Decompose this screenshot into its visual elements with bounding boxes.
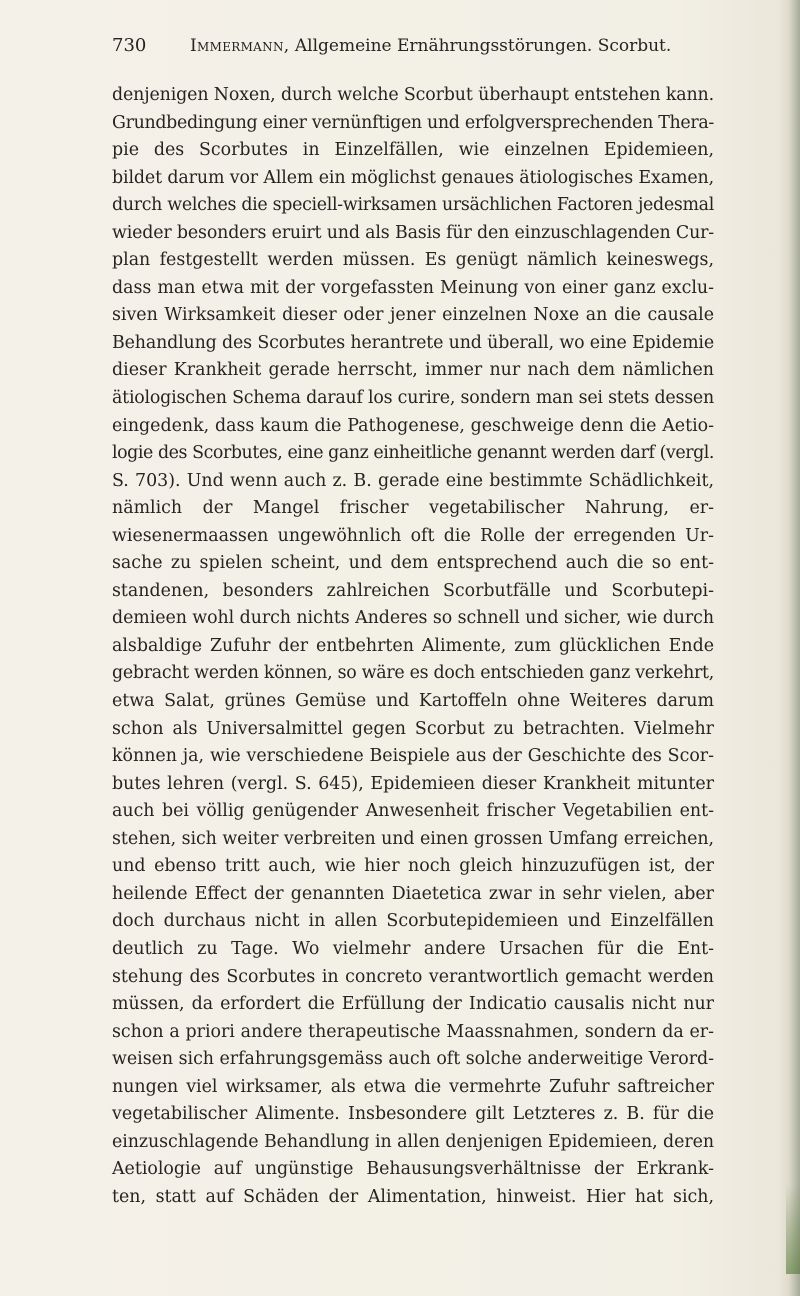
- page-number: 730: [112, 35, 147, 56]
- text-line: Behandlung des Scorbutes herantrete und überall, wo eine Epidemie: [112, 332, 714, 353]
- text-line: stehen, sich weiter verbreiten und einen grossen Umfang erreichen,: [112, 828, 715, 849]
- text-line: gebracht werden können, so wäre es doch entschieden ganz verkehrt,: [112, 663, 714, 684]
- text-line: vegetabilischer Alimente. Insbesondere gilt Letzteres z. B. für die: [112, 1104, 714, 1125]
- text-line: nämlich der Mangel frischer vegetabilischer Nahrung, er-: [112, 498, 714, 519]
- running-title: [190, 33, 671, 59]
- text-line: alsbaldige Zufuhr der entbehrten Alimente, zum glücklichen Ende: [112, 635, 714, 656]
- text-line: butes lehren (vergl. S. 645), Epidemieen dieser Krankheit mitunter: [112, 773, 714, 794]
- text-line: einzuschlagende Behandlung in allen denjenigen Epidemieen, deren: [112, 1131, 715, 1152]
- text-line: ätiologischen Schema darauf los curire, sondern man sei stets dessen: [112, 388, 714, 409]
- text-line: ten, statt auf Schäden der Alimentation, hinweist. Hier hat sich,: [112, 1186, 714, 1207]
- author-name: Immermann,: [190, 36, 290, 56]
- text-line: dieser Krankheit gerade herrscht, immer nur nach dem nämlichen: [112, 360, 714, 381]
- text-line: nungen viel wirksamer, als etwa die vermehrte Zufuhr saftreicher: [112, 1076, 714, 1097]
- text-line: logie des Scorbutes, eine ganz einheitliche genannt werden darf (vergl.: [112, 443, 715, 464]
- running-header: [112, 33, 712, 59]
- text-line: Grundbedingung einer vernünftigen und erfolgversprechenden Thera-: [112, 112, 714, 133]
- body-paragraph: [112, 82, 714, 1211]
- text-line: plan festgestellt werden müssen. Es genügt nämlich keineswegs,: [112, 250, 714, 271]
- text-line: wiesenermaassen ungewöhnlich oft die Rolle der erregenden Ur-: [112, 525, 714, 546]
- text-line: weisen sich erfahrungsgemäss auch oft solche anderweitige Verord-: [112, 1049, 714, 1070]
- text-line: dass man etwa mit der vorgefassten Meinung von einer ganz exclu-: [112, 277, 714, 298]
- text-line: eingedenk, dass kaum die Pathogenese, geschweige denn die Aetio-: [112, 415, 714, 436]
- text-line: stehung des Scorbutes in concreto verantwortlich gemacht werden: [112, 966, 714, 987]
- text-line: schon a priori andere therapeutische Maassnahmen, sondern da er-: [112, 1021, 714, 1042]
- text-line: bildet darum vor Allem ein möglichst genaues ätiologisches Examen,: [112, 167, 714, 188]
- text-line: sache zu spielen scheint, und dem entsprechend auch die so ent-: [112, 553, 714, 574]
- text-line: pie des Scorbutes in Einzelfällen, wie einzelnen Epidemieen,: [112, 140, 714, 161]
- text-line: und ebenso tritt auch, wie hier noch gleich hinzuzufügen ist, der: [112, 856, 714, 877]
- page-edge-shadow: [778, 0, 800, 1296]
- text-line: doch durchaus nicht in allen Scorbutepidemieen und Einzelfällen: [112, 911, 714, 932]
- text-line: Aetiologie auf ungünstige Behausungsverhältnisse der Erkrank-: [112, 1159, 714, 1180]
- text-line: etwa Salat, grünes Gemüse und Kartoffeln ohne Weiteres darum: [112, 691, 714, 712]
- chapter-title: Allgemeine Ernährungsstörungen. Scorbut.: [294, 36, 672, 56]
- text-line: S. 703). Und wenn auch z. B. gerade eine bestimmte Schädlichkeit,: [112, 470, 714, 491]
- text-line: demieen wohl durch nichts Anderes so schnell und sicher, wie durch: [112, 608, 714, 629]
- text-line: schon als Universalmittel gegen Scorbut zu betrachten. Vielmehr: [112, 718, 714, 739]
- text-line: siven Wirksamkeit dieser oder jener einzelnen Noxe an die causale: [112, 305, 714, 326]
- text-line: heilende Effect der genannten Diaetetica zwar in sehr vielen, aber: [112, 883, 714, 904]
- text-line: auch bei völlig genügender Anwesenheit frischer Vegetabilien ent-: [112, 801, 714, 822]
- text-line: deutlich zu Tage. Wo vielmehr andere Ursachen für die Ent-: [112, 938, 714, 959]
- text-line: standenen, besonders zahlreichen Scorbutfälle und Scorbutepi-: [112, 580, 714, 601]
- text-line: können ja, wie verschiedene Beispiele aus der Geschichte des Scor-: [112, 746, 714, 767]
- text-line: wieder besonders eruirt und als Basis für den einzuschlagenden Cur-: [112, 222, 715, 243]
- text-line: denjenigen Noxen, durch welche Scorbut überhaupt entstehen kann.: [112, 85, 715, 105]
- page-edge-stain: [786, 1184, 800, 1274]
- text-line: müssen, da erfordert die Erfüllung der Indicatio causalis nicht nur: [112, 994, 714, 1015]
- text-line: durch welches die speciell-wirksamen ursächlichen Factoren jedesmal: [112, 195, 714, 216]
